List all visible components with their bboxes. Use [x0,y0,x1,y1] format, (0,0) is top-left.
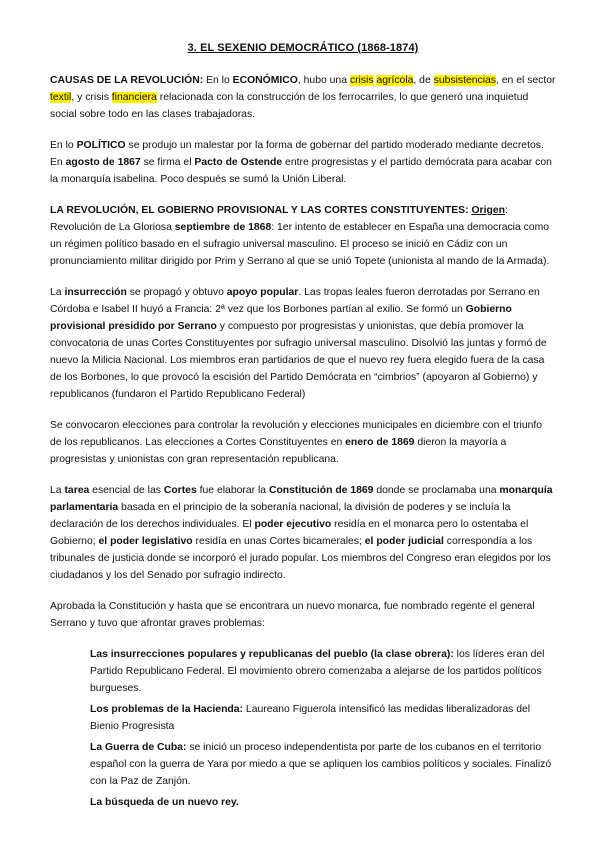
list-item: Los problemas de la Hacienda: Laureano Figuerola intensificó las medidas liberalizadoras del Bienio Progresista [90,704,531,732]
paragraph-insurreccion: La insurrección se propagó y obtuvo apoyo popular. Las tropas leales fueron derrotadas por Serrano en Córdoba e Isabel II huyó a Francia: 2ª vez que los Borbones partían al exilio. Se formó un Gobierno provisional presidido por Serrano y compuesto por progresistas y unionistas, que debía promover la convocatoria de unas Cortes Constituyentes por sufragio universal masculino. Disolvió las juntas y formó de nuevo la Milicia Nacional. Los miembros eran partidarios de que el nuevo rey fuera elegido fuera de la casa de los Borbones, lo que provocó la escisión del Partido Demócrata en “cimbrios” (apoyaron al Gobierno) y republicanos (fundaron el Partido Republicano Federal) [50,287,547,400]
paragraph-elecciones: Se convocaron elecciones para controlar la revolución y elecciones municipales en diciembre con el triunfo de los republicanos. Las elecciones a Cortes Constituyentes en enero de 1869 dieron la mayoría a progresistas y unionistas con gran representación republicana. [50,420,543,465]
list-item: Las insurrecciones populares y republicanas del pueblo (la clase obrera): los líderes eran del Partido Republicano Federal. El movimiento obrero comenzaba a alejarse de los partidos políticos burgueses. [90,649,545,694]
document-page [50,40,556,815]
highlight-financiera: financiera [111,92,157,103]
origen-label: Origen [471,205,505,216]
paragraph-causas: CAUSAS DE LA REVOLUCIÓN: En lo ECONÓMICO, hubo una crisis agrícola, de subsistencias, en el sector textil, y crisis financiera relacionada con la construcción de los ferrocarriles, lo que generó una inquietud social sobre todo en las clases trabajadoras. [50,75,556,120]
paragraph-revolucion: LA REVOLUCIÓN, EL GOBIERNO PROVISIONAL Y LAS CORTES CONSTITUYENTES: Origen: Revolución de La Gloriosa septiembre de 1868: 1er intento de establecer en España una democracia como un régimen político basado en el sufragio universal masculino. El proceso se inició en Cádiz con un pronunciamiento militar dirigido por Prim y Serrano al que se unió Topete (unionista al mando de la Armada). [50,205,550,267]
paragraph-constitucion: La tarea esencial de las Cortes fue elaborar la Constitución de 1869 donde se proclamaba una monarquía parlamentaria basada en el principio de la soberanía nacional, la división de poderes y se incluía la declaración de los derechos individuales. El poder ejecutivo residía en el monarca pero lo ostentaba el Gobierno; el poder legislativo residía en unas Cortes bicamerales; el poder judicial correspondía a los tribunales de justicia donde se incorporó el jurado popular. Los miembros del Congreso eran elegidos por los ciudadanos y los del Senado por sufragio indirecto. [50,485,553,581]
paragraph-regencia: Aprobada la Constitución y hasta que se encontrara un nuevo monarca, fue nombrado regente el general Serrano y tuvo que afrontar graves problemas: [50,601,535,629]
paragraph-politico: En lo POLÍTICO se produjo un malestar por la forma de gobernar del partido moderado mediante decretos. En agosto de 1867 se firma el Pacto de Ostende entre progresistas y el partido demócrata para acabar con la monarquía isabelina. Poco después se sumó la Unión Liberal. [50,140,552,185]
list-item: La búsqueda de un nuevo rey. [90,797,239,808]
highlight-textil: textil [50,92,72,103]
highlight-crisis: crisis [349,75,374,86]
highlight-subsistencias: subsistencias [433,75,496,86]
highlight-agricola: agrícola [376,75,414,86]
heading-revolucion: LA REVOLUCIÓN, EL GOBIERNO PROVISIONAL Y LAS CORTES CONSTITUYENTES: [50,205,469,216]
document-title: 3. EL SEXENIO DEMOCRÁTICO (1868-1874) [187,42,419,54]
list-item: La Guerra de Cuba: se inició un proceso independentista por parte de los cubanos en el territorio español con la guerra de Yara por miedo a que se apliquen los cambios políticos y sociales. Finalizó con la Paz de Zanjón. [90,742,552,787]
problems-list [90,646,556,811]
heading-causas: CAUSAS DE LA REVOLUCIÓN: [50,75,204,86]
